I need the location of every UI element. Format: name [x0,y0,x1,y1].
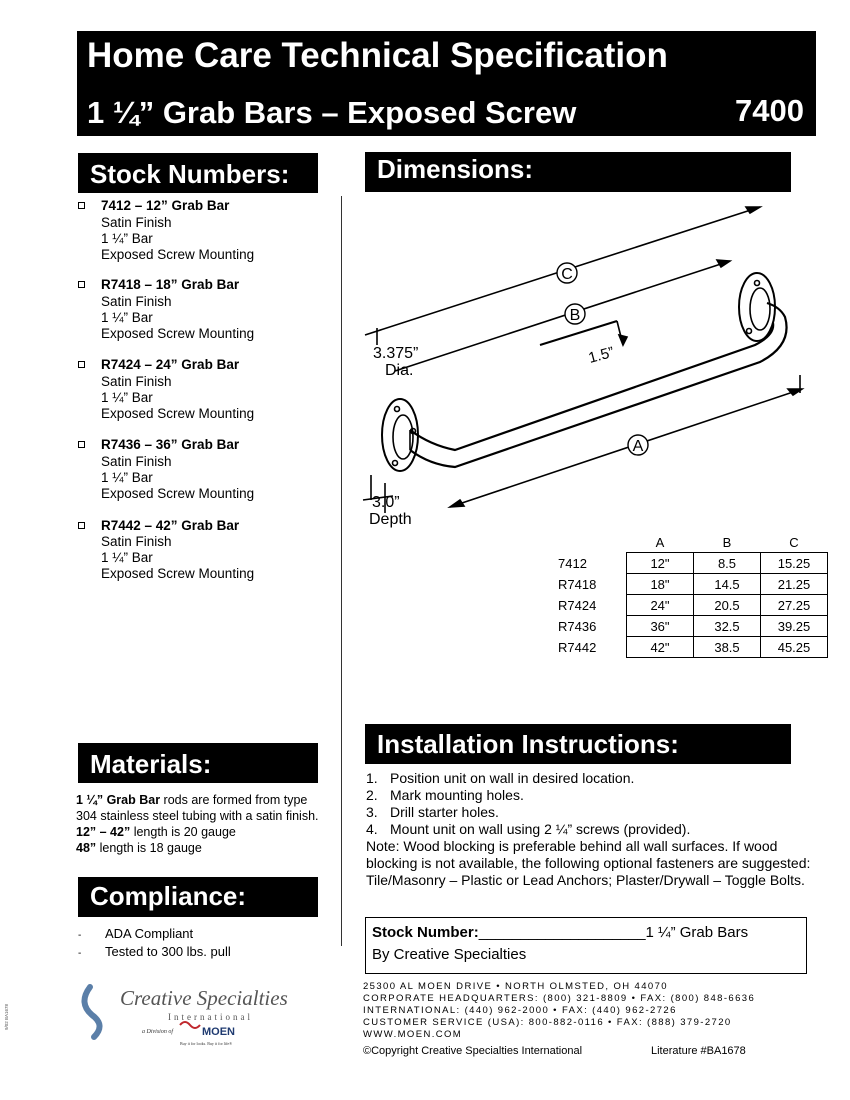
installation-list [366,770,826,889]
list-item [366,787,826,804]
installation-note: Note: Wood blocking is preferable behind all wall surfaces. If wood blocking is not available, the following optional fasteners are suggested: Tile/Masonry – Plastic or Lead Anchors; Plaster/Drywall – Toggle Bolts. [366,838,811,888]
cell-a: 42" [627,637,694,658]
address-line: CUSTOMER SERVICE (USA): 800-882-0116 • FAX: (888) 379-2720 [363,1017,732,1028]
materials-text [76,792,326,856]
cell-c: 15.25 [761,553,828,574]
stock-number-suffix: 1 ¼” Grab Bars [645,924,749,941]
stock-item-line: 1 ¼” Bar [101,390,153,405]
row-model: R7442 [558,639,597,655]
compliance-list [78,926,231,962]
stock-item-line: Exposed Screw Mounting [101,406,255,421]
column-header: B [722,534,732,550]
stock-item-title: R7418 – 18” Grab Bar [101,277,240,292]
stock-item-line: Satin Finish [101,294,172,309]
row-model: R7436 [558,618,597,634]
cell-b: 8.5 [694,553,761,574]
checkbox-icon [78,281,85,288]
logo-name: Creative Specialties [120,986,288,1010]
column-header: C [789,534,799,550]
table-row [552,553,828,574]
stock-item-line: 1 ¼” Bar [101,470,153,485]
stock-item-title: R7436 – 36” Grab Bar [101,437,240,452]
table-row [552,574,828,595]
row-model: R7424 [558,597,597,613]
table-row [552,637,828,658]
stock-item-title: R7424 – 24” Grab Bar [101,357,240,372]
materials-48-text: length is 18 gauge [96,841,202,855]
grab-bar-diagram [355,195,825,535]
cell-b: 32.5 [694,616,761,637]
cell-b: 38.5 [694,637,761,658]
stock-number-label: Stock Number: [372,924,479,941]
diameter-value: 3.375” [373,345,419,362]
model-number: 7400 [735,93,804,128]
page-title: Home Care Technical Specification [87,36,668,75]
list-item [366,804,826,821]
stock-item-line: Exposed Screw Mounting [101,247,255,262]
stock-item-title: 7412 – 12” Grab Bar [101,198,230,213]
cell-c: 21.25 [761,574,828,595]
cell-c: 45.25 [761,637,828,658]
logo-division: a Division of [142,1029,173,1035]
logo-tagline: Buy it for looks. Buy it for life® [180,1041,233,1046]
stock-number-line2: By Creative Specialties [372,946,527,963]
cell-a: 18" [627,574,694,595]
checkbox-icon [78,202,85,209]
stock-item-line: Exposed Screw Mounting [101,326,255,341]
stock-item-line: 1 ¼” Bar [101,231,153,246]
list-item [366,821,826,838]
row-model: R7418 [558,576,597,592]
stock-item-line: Satin Finish [101,534,172,549]
dimension-label-b: B [569,307,581,324]
logo-brand: MOEN [202,1026,235,1038]
cell-a: 12" [627,553,694,574]
copyright: ©Copyright Creative Specialties International [363,1045,583,1057]
step-text: Drill starter holes. [390,804,499,820]
materials-bar-label: 1 ¼” Grab Bar [76,793,161,807]
cell-a: 24" [627,595,694,616]
stock-item-line: Satin Finish [101,454,172,469]
column-divider [341,196,342,946]
checkbox-icon [78,522,85,529]
address-line: WWW.MOEN.COM [363,1029,463,1040]
cell-c: 39.25 [761,616,828,637]
step-text: Mount unit on wall using 2 ¼” screws (provided). [390,821,691,837]
list-item: - Tested to 300 lbs. pull [78,944,231,959]
address-line: INTERNATIONAL: (440) 962-2000 • FAX: (440) 962-2726 [363,1005,677,1016]
installation-heading: Installation Instructions: [365,724,791,764]
stock-number-box [365,917,807,974]
stock-item-title: R7442 – 42” Grab Bar [101,518,240,533]
step-text: Position unit on wall in desired location. [390,770,635,786]
compliance-item: Tested to 300 lbs. pull [105,944,231,959]
stock-item-line: Satin Finish [101,374,172,389]
compliance-heading: Compliance: [78,877,318,917]
materials-range-label: 12” – 42” [76,825,131,839]
dimension-label-a: A [632,438,644,455]
literature-number: Literature #BA1678 [651,1045,746,1057]
step-number: 3. [366,804,378,820]
side-code: 9/02 BA1678 [4,1003,9,1030]
stock-numbers-heading: Stock Numbers: [78,153,318,193]
address-block [363,981,755,1041]
row-model: 7412 [558,555,587,571]
cell-b: 14.5 [694,574,761,595]
dimension-label-c: C [561,266,573,283]
stock-item-line: Satin Finish [101,215,172,230]
address-line: 25300 AL MOEN DRIVE • NORTH OLMSTED, OH 44070 [363,981,668,992]
compliance-item: ADA Compliant [105,926,194,941]
cell-b: 20.5 [694,595,761,616]
address-line: CORPORATE HEADQUARTERS: (800) 321-8809 • FAX: (800) 848-6636 [363,993,756,1004]
materials-bar-text: rods are formed from type 304 stainless steel tubing with a satin finish. [76,793,319,823]
checkbox-icon [78,441,85,448]
header-banner [77,31,816,136]
dimensions-table [552,532,828,658]
list-item: - ADA Compliant [78,926,194,941]
table-row [552,616,828,637]
materials-heading: Materials: [78,743,318,783]
diameter-label: Dia. [385,362,414,379]
depth-value: 3.0” [372,494,400,511]
stock-number-blank: ____________________ [478,924,646,941]
stock-item-line: 1 ¼” Bar [101,550,153,565]
stock-item-line: Exposed Screw Mounting [101,486,255,501]
creative-specialties-logo [80,975,300,1050]
cell-a: 36" [627,616,694,637]
cell-c: 27.25 [761,595,828,616]
stock-item-line: Exposed Screw Mounting [101,566,255,581]
materials-48-label: 48” [76,841,97,855]
step-number: 2. [366,787,378,803]
table-header-row [552,532,828,553]
clearance-value: 1.5” [586,343,617,367]
dimensions-heading: Dimensions: [365,152,791,192]
logo-sub: International [168,1012,253,1022]
page-subtitle: 1 ¼” Grab Bars – Exposed Screw [87,95,577,130]
column-header: A [655,534,665,550]
step-number: 1. [366,770,378,786]
list-item [366,770,826,787]
table-row [552,595,828,616]
materials-range-text: length is 20 gauge [130,825,236,839]
step-number: 4. [366,821,378,837]
step-text: Mark mounting holes. [390,787,524,803]
checkbox-icon [78,361,85,368]
stock-item-line: 1 ¼” Bar [101,310,153,325]
depth-label: Depth [369,511,412,528]
